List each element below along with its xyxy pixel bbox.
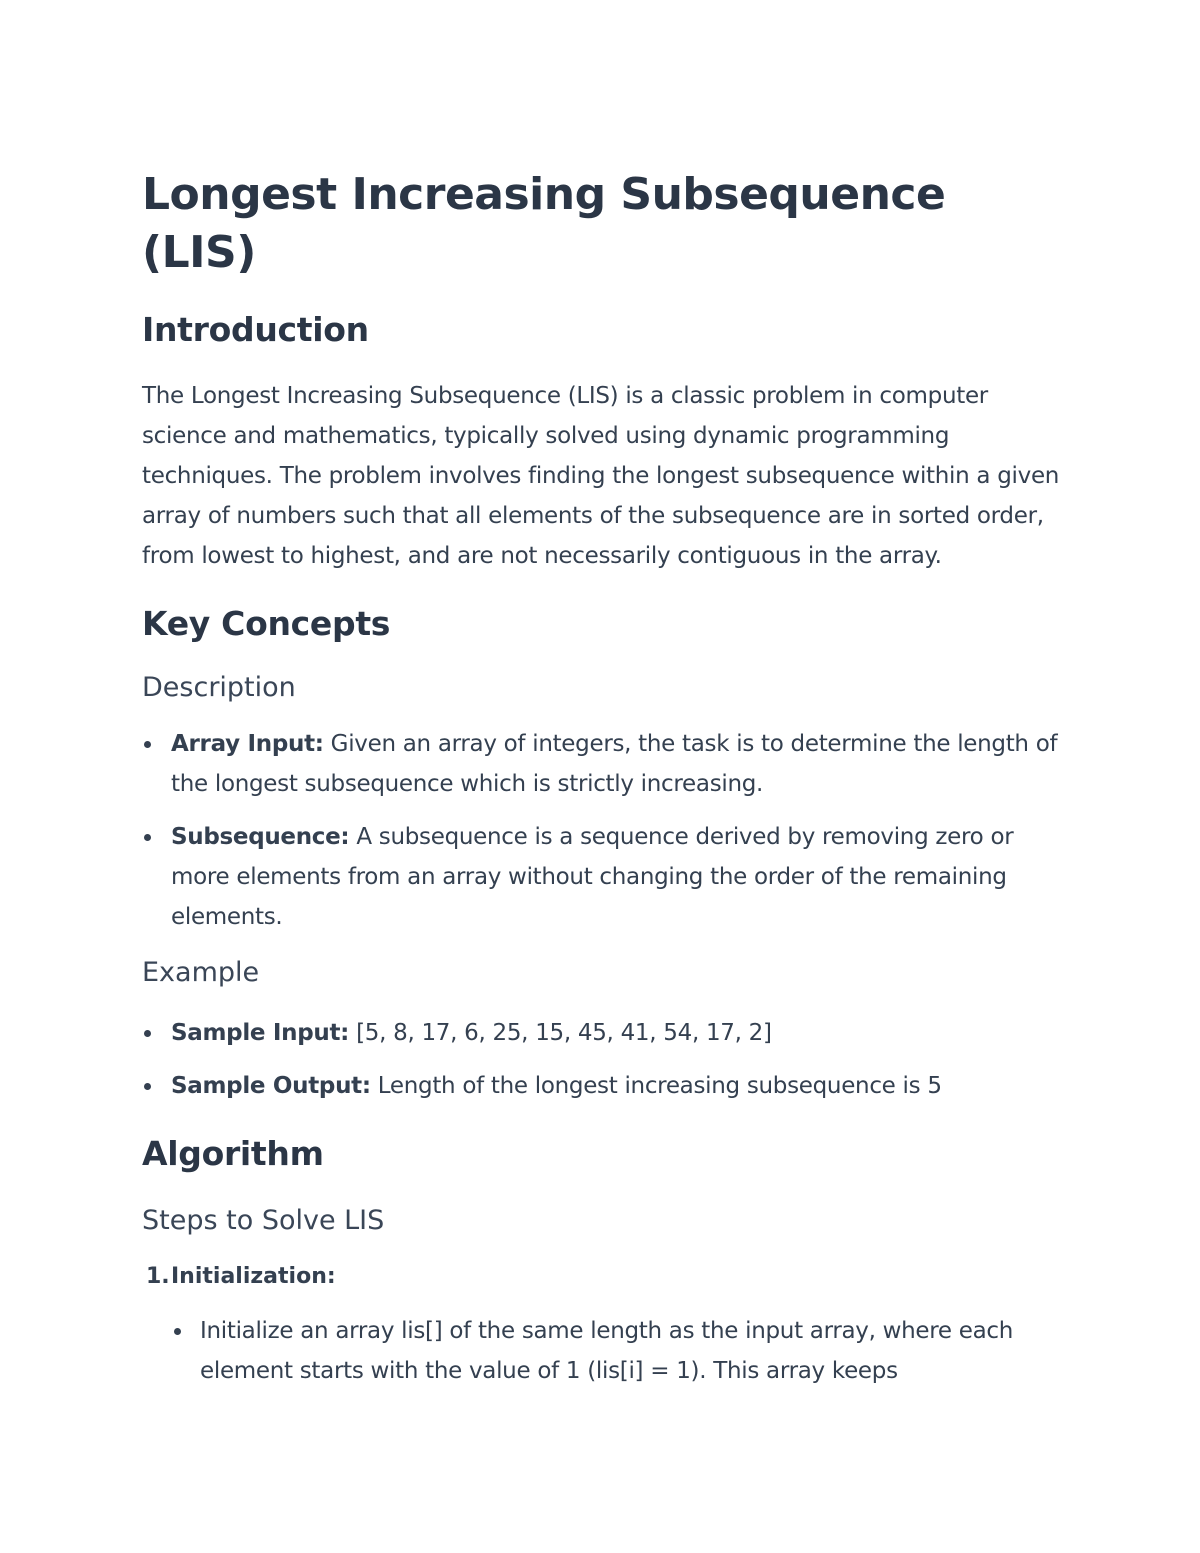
example-list: [142, 1013, 1062, 1106]
introduction-paragraph: The Longest Increasing Subsequence (LIS) is a classic problem in computer science and mathematics, typically solved using dynamic programming techniques. The problem involves finding the longest subsequence within a given array of numbers such that all elements of the subsequence are in sorted order, from lowest to highest, and are not necessarily contiguous in the array.: [142, 383, 1060, 569]
bullet-icon: [144, 741, 151, 748]
list-item-text: Given an array of integers, the task is to determine the length of the longest subsequence which is strictly increasing.: [171, 731, 1058, 797]
list-item: [142, 724, 1062, 804]
heading-description: Description: [142, 672, 296, 703]
list-item-text: A subsequence is a sequence derived by removing zero or more elements from an array without changing the order of the remaining elements.: [171, 824, 1014, 930]
list-item-term: Array Input:: [171, 731, 324, 757]
heading-steps: Steps to Solve LIS: [142, 1205, 385, 1236]
page-title: Longest Increasing Subsequence (LIS): [142, 169, 946, 278]
list-item-term: Subsequence:: [171, 824, 350, 850]
step-number: 1.: [146, 1264, 170, 1289]
step-sub-list: [142, 1311, 1062, 1391]
list-item-text: Length of the longest increasing subsequence is 5: [370, 1073, 942, 1099]
bullet-icon: [144, 1030, 151, 1037]
document-page: [142, 166, 1062, 1391]
list-item-text: [5, 8, 17, 6, 25, 15, 45, 41, 54, 17, 2]: [349, 1020, 772, 1046]
bullet-icon: [174, 1328, 181, 1335]
step-item: [142, 1260, 1062, 1294]
list-item: [171, 1311, 1062, 1391]
heading-key-concepts: Key Concepts: [142, 604, 391, 643]
list-item: [142, 1013, 1062, 1053]
list-item: [142, 1066, 1062, 1106]
list-item: [142, 817, 1062, 937]
list-item-term: Sample Input:: [171, 1020, 350, 1046]
heading-example: Example: [142, 957, 260, 988]
bullet-icon: [144, 1083, 151, 1090]
list-item-term: Sample Output:: [171, 1073, 371, 1099]
heading-algorithm: Algorithm: [142, 1134, 324, 1173]
list-item-text: Initialize an array lis[] of the same length as the input array, where each element starts with the value of 1 (lis[i] = 1). This array keeps: [200, 1318, 1014, 1384]
description-list: [142, 724, 1062, 937]
bullet-icon: [144, 834, 151, 841]
step-label: Initialization:: [171, 1264, 336, 1289]
heading-introduction: Introduction: [142, 310, 369, 349]
